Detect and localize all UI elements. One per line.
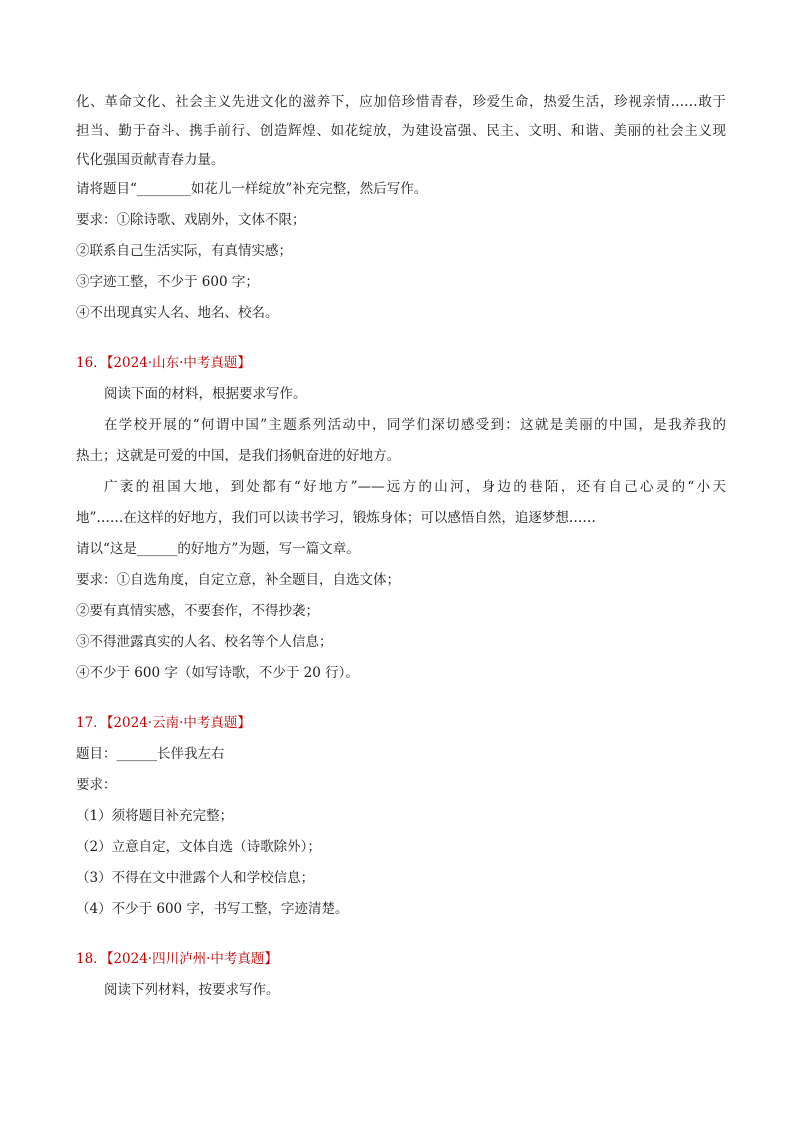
prompt-line: 请将题目“________如花儿一样绽放”补充完整，然后写作。 bbox=[76, 181, 428, 197]
question-number: 18． bbox=[76, 951, 107, 967]
material-line: 广袤的祖国大地，到处都有“好地方”——远方的山河，身边的巷陌，还有自己心灵的“小天 bbox=[104, 479, 726, 495]
requirement-line: （4）不少于 600 字，书写工整，字迹清楚。 bbox=[76, 901, 349, 917]
requirement-line: ③不得泄露真实的人名、校名等个人信息； bbox=[76, 634, 333, 650]
question-source-tag: 【2024·云南·中考真题】 bbox=[106, 715, 251, 731]
requirement-line: （2）立意自定，文体自选（诗歌除外）； bbox=[76, 839, 321, 855]
question-heading bbox=[76, 949, 726, 969]
requirement-line: （3）不得在文中泄露个人和学校信息； bbox=[76, 870, 315, 886]
material-line: 地”……在这样的好地方，我们可以读书学习，锻炼身体；可以感悟自然，追逐梦想…… bbox=[76, 510, 596, 526]
requirement-label: 要求： bbox=[76, 777, 117, 793]
material-line: 阅读下面的材料，根据要求写作。 bbox=[104, 386, 307, 402]
requirement-line: ②联系自己生活实际，有真情实感； bbox=[76, 243, 292, 259]
prompt-line: 题目：______长伴我左右 bbox=[76, 746, 225, 762]
requirement-line: ③字迹工整，不少于 600 字； bbox=[76, 274, 259, 290]
question-number: 17． bbox=[76, 715, 107, 731]
question-heading bbox=[76, 713, 726, 733]
document-page bbox=[76, 92, 726, 1000]
intro-line: 代化强国贡献青春力量。 bbox=[76, 152, 225, 168]
material-line: 在学校开展的“何谓中国”主题系列活动中，同学们深切感受到：这就是美丽的中国，是我养我的 bbox=[104, 417, 726, 433]
requirement-line: ②要有真情实感，不要套作，不得抄袭； bbox=[76, 603, 319, 619]
question-16 bbox=[76, 353, 726, 683]
intro-section bbox=[76, 92, 726, 323]
question-source-tag: 【2024·山东·中考真题】 bbox=[106, 355, 251, 371]
requirement-line: ④不出现真实人名、地名、校名。 bbox=[76, 305, 279, 321]
question-number: 16． bbox=[76, 355, 107, 371]
requirement-line: 要求：①除诗歌、戏剧外，文体不限； bbox=[76, 212, 306, 228]
material-line: 阅读下列材料，按要求写作。 bbox=[104, 982, 280, 998]
prompt-line: 请以“这是______的好地方”为题，写一篇文章。 bbox=[76, 541, 360, 557]
material-line: 热土；这就是可爱的中国，是我们扬帆奋进的好地方。 bbox=[76, 448, 400, 464]
question-18 bbox=[76, 949, 726, 1000]
requirement-line: ④不少于 600 字（如写诗歌，不少于 20 行）。 bbox=[76, 665, 359, 681]
intro-line: 担当、勤于奋斗、携手前行、创造辉煌、如花绽放，为建设富强、民主、文明、和谐、美丽的社会主义现 bbox=[76, 123, 726, 139]
intro-line: 化、革命文化、社会主义先进文化的滋养下，应加倍珍惜青春，珍爱生命，热爱生活，珍视亲情……敢于 bbox=[76, 94, 726, 110]
question-17 bbox=[76, 713, 726, 919]
requirement-line: 要求：①自选角度，自定立意，补全题目，自选文体； bbox=[76, 572, 400, 588]
requirement-line: （1）须将题目补充完整； bbox=[76, 808, 234, 824]
question-source-tag: 【2024·四川泸州·中考真题】 bbox=[106, 951, 278, 967]
question-heading bbox=[76, 353, 726, 373]
